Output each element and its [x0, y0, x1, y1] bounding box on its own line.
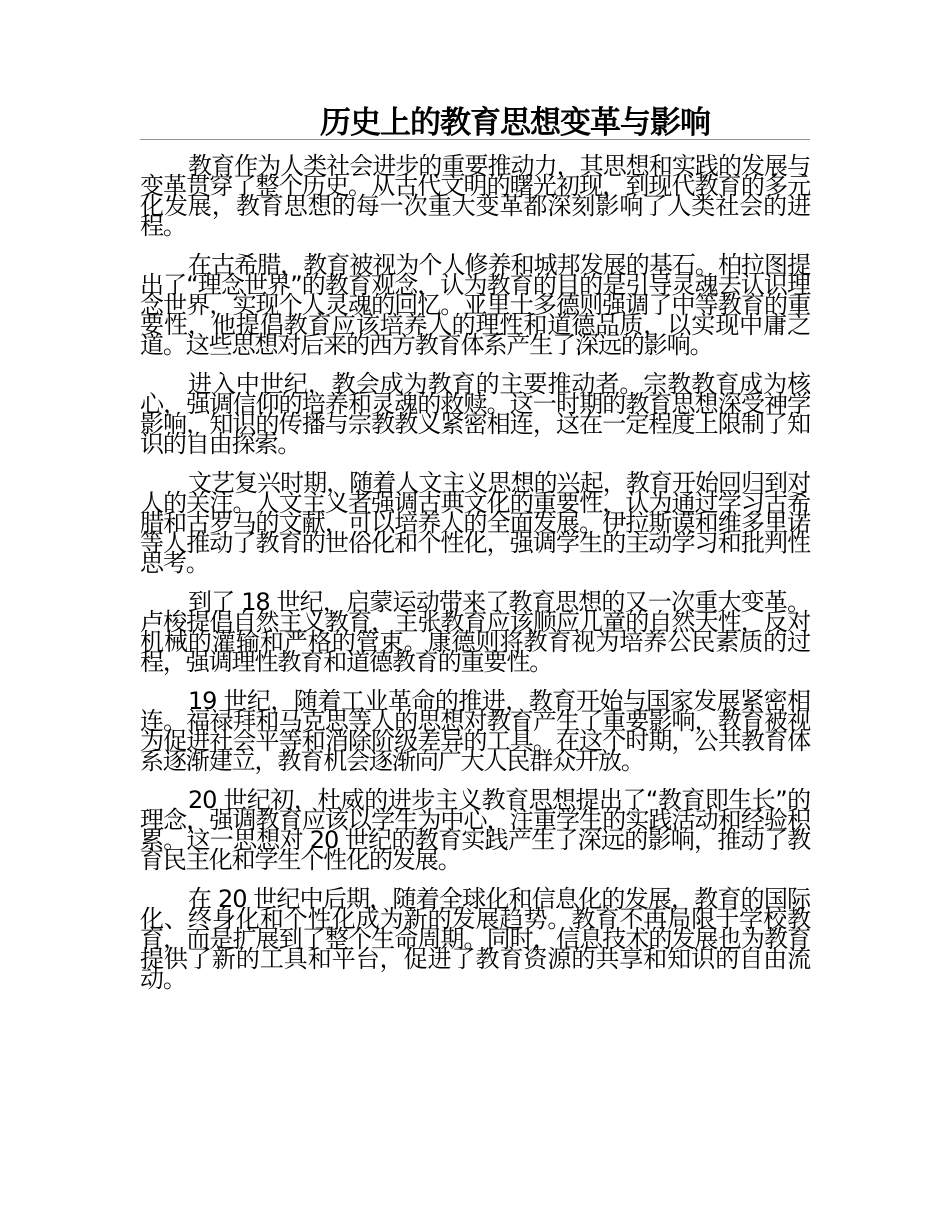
document-body: [140, 152, 810, 1008]
paragraph-late-20th-century: 在 20 世纪中后期，随着全球化和信息化的发展，教育的国际化、终身化和个性化成为新的发展趋势。教育不再局限于学校教育，而是扩展到了整个生命周期。同时，信息技术的发展也为教育提供了新的工具和平台，促进了教育资源的共享和知识的自由流动。: [140, 885, 810, 993]
paragraph-early-20th-century: 20 世纪初，杜威的进步主义教育思想提出了“教育即生长”的理念，强调教育应该以学生为中心，注重学生的实践活动和经验积累。这一思想对 20 世纪的教育实践产生了深远的影响，推动了教育民主化和学生个性化的发展。: [140, 786, 810, 874]
paragraph-middle-ages: 进入中世纪，教会成为教育的主要推动者。宗教教育成为核心，强调信仰的培养和灵魂的救赎。这一时期的教育思想深受神学影响，知识的传播与宗教教义紧密相连，这在一定程度上限制了知识的自由探索。: [140, 370, 810, 458]
paragraph-renaissance: 文艺复兴时期，随着人文主义思想的兴起，教育开始回归到对人的关注。人文主义者强调古典文化的重要性，认为通过学习古希腊和古罗马的文献，可以培养人的全面发展。伊拉斯谟和维多里诺等人推动了教育的世俗化和个性化，强调学生的主动学习和批判性思考。: [140, 469, 810, 577]
paragraph-enlightenment: 到了 18 世纪，启蒙运动带来了教育思想的又一次重大变革。卢梭提倡自然主义教育，主张教育应该顺应儿童的自然天性，反对机械的灌输和严格的管束。康德则将教育视为培养公民素质的过程，强调理性教育和道德教育的重要性。: [140, 588, 810, 676]
document-title: 历史上的教育思想变革与影响: [320, 105, 710, 141]
paragraph-ancient-greece: 在古希腊，教育被视为个人修养和城邦发展的基石。柏拉图提出了“理念世界”的教育观念，认为教育的目的是引导灵魂去认识理念世界，实现个人灵魂的回忆。亚里士多德则强调了中等教育的重要性，他提倡教育应该培养人的理性和道德品质，以实现中庸之道。这些思想对后来的西方教育体系产生了深远的影响。: [140, 251, 810, 359]
title-underline-rule: [140, 139, 810, 140]
paragraph-intro: 教育作为人类社会进步的重要推动力，其思想和实践的发展与变革贯穿了整个历史。从古代文明的曙光初现，到现代教育的多元化发展，教育思想的每一次重大变革都深刻影响了人类社会的进程。: [140, 152, 810, 240]
paragraph-19th-century: 19 世纪，随着工业革命的推进，教育开始与国家发展紧密相连。福禄拜和马克思等人的思想对教育产生了重要影响，教育被视为促进社会平等和消除阶级差异的工具。在这个时期，公共教育体系逐渐建立，教育机会逐渐向广大人民群众开放。: [140, 687, 810, 775]
